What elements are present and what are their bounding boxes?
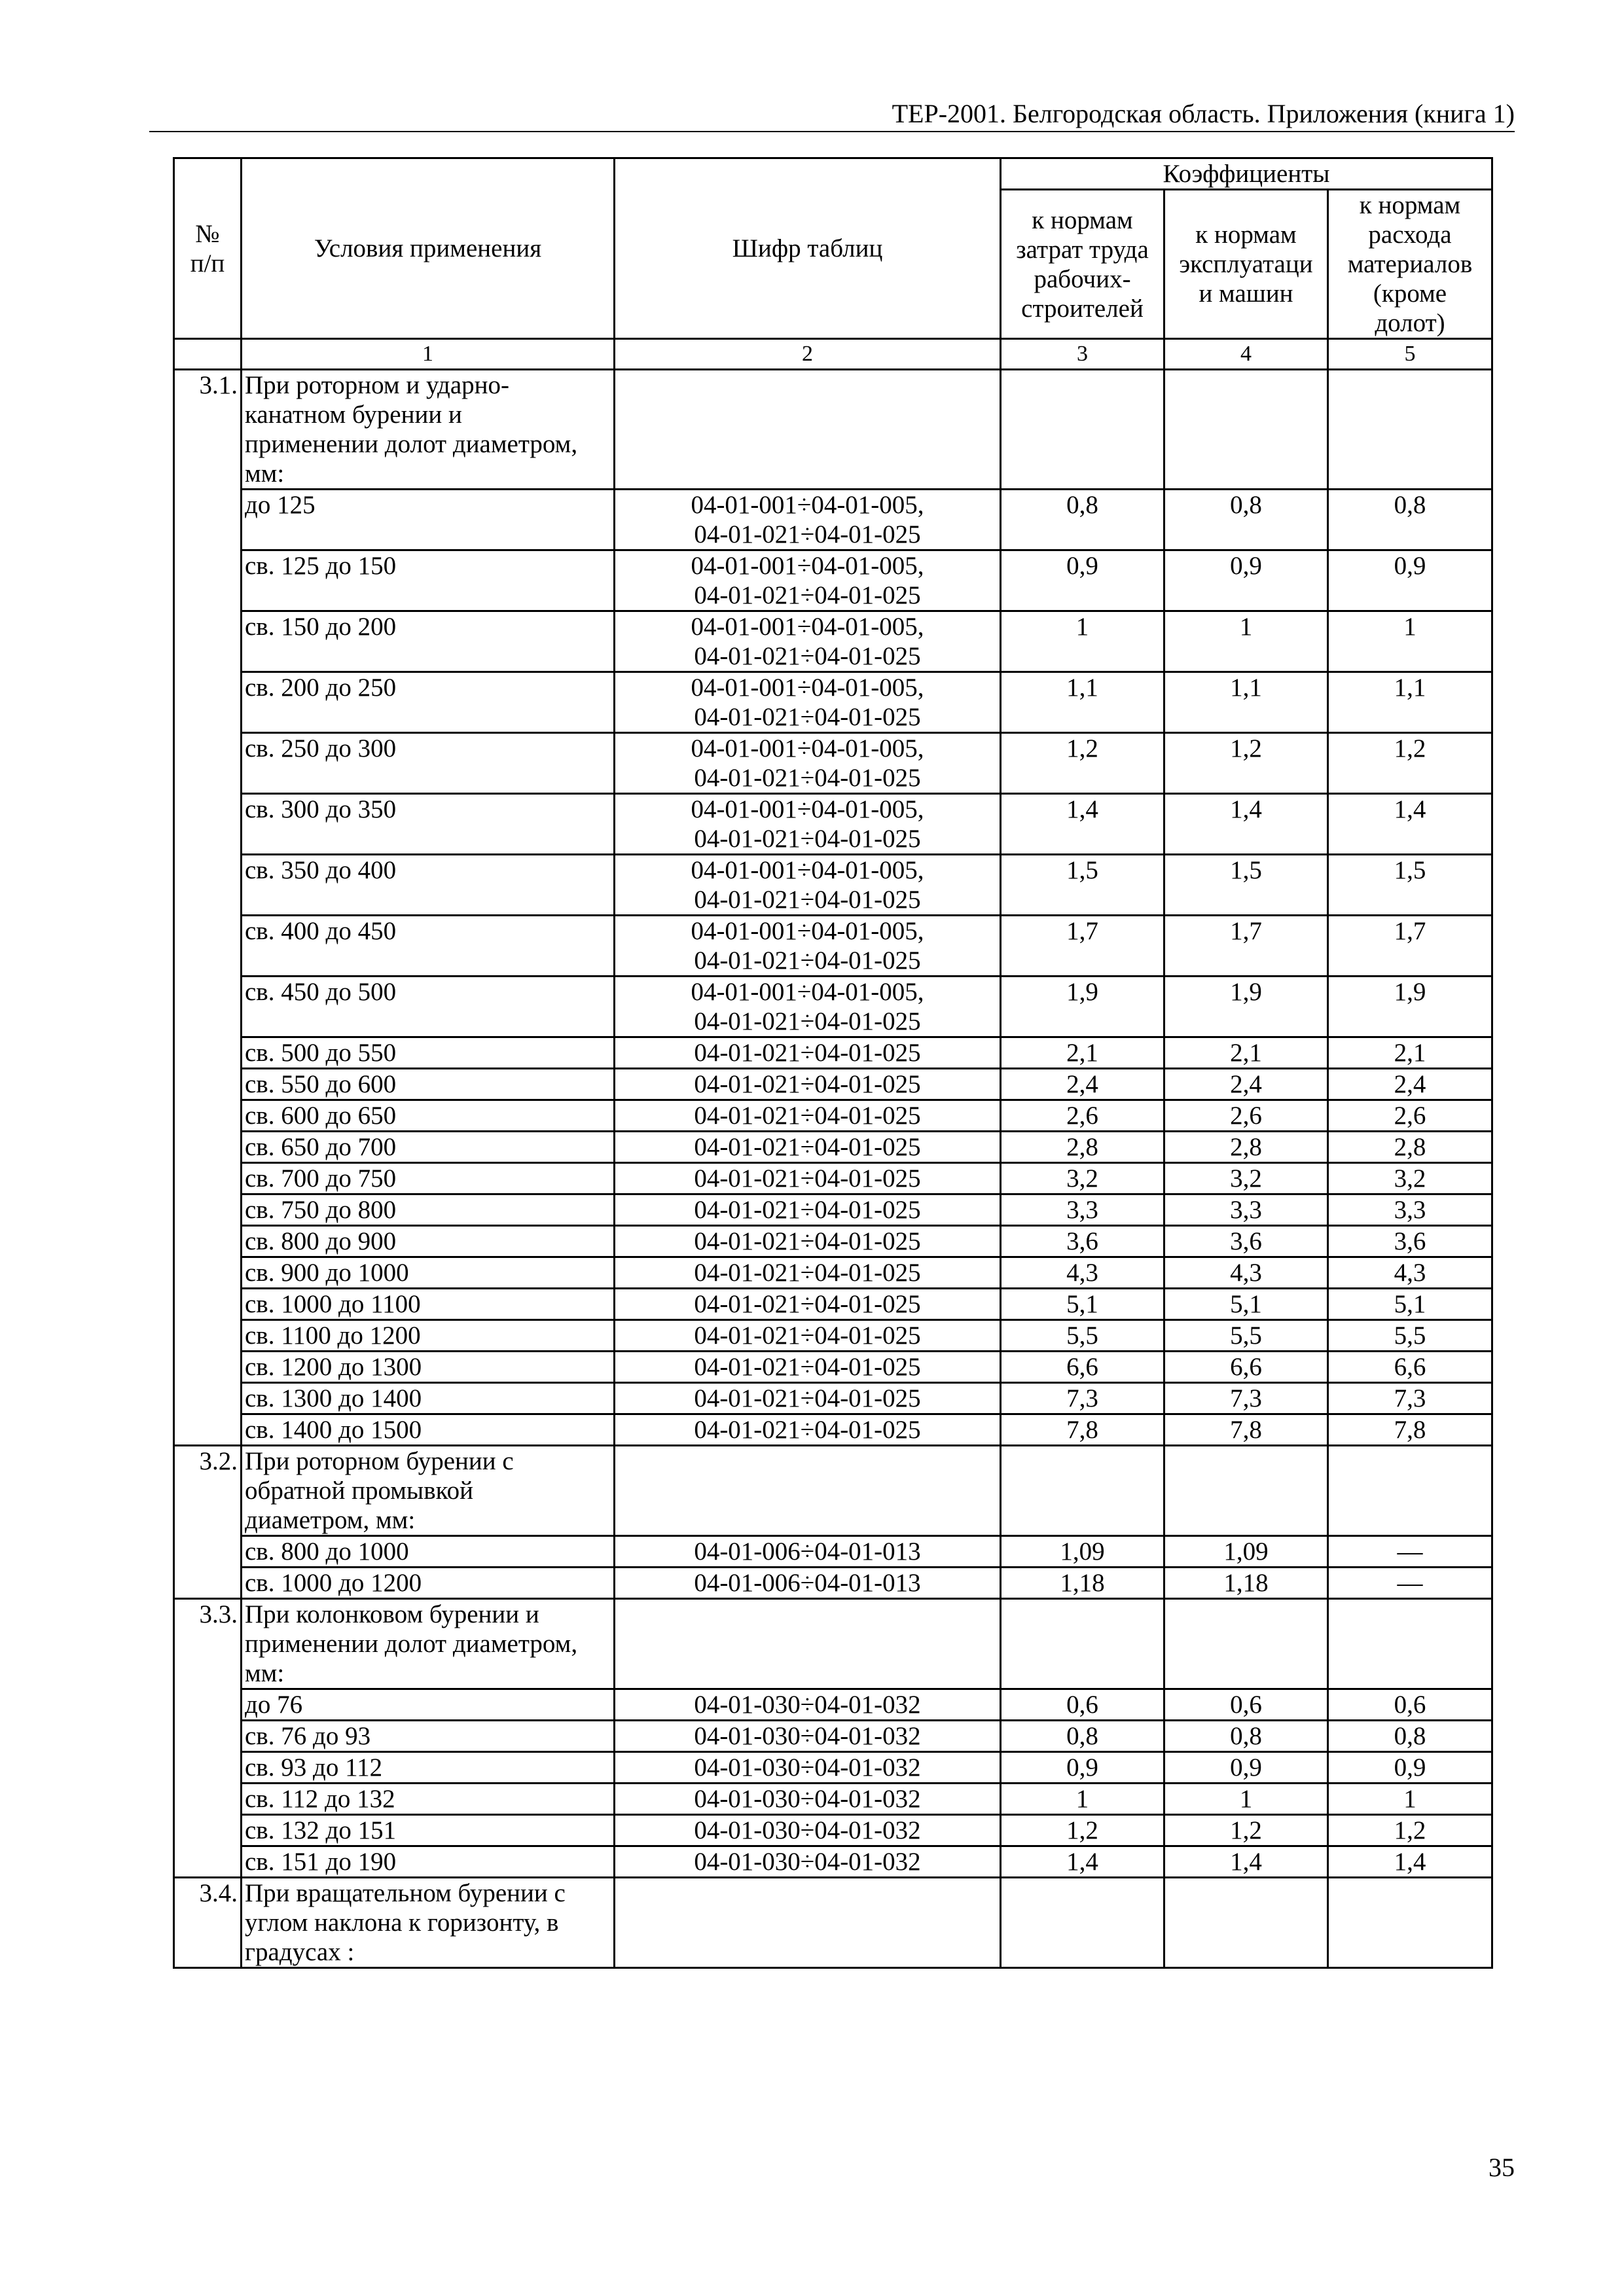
code-cell: 04-01-001÷04-01-005, 04-01-021÷04-01-025 bbox=[615, 611, 1001, 672]
table-row bbox=[174, 1536, 1492, 1568]
coef-labor-cell: 5,5 bbox=[1001, 1320, 1164, 1352]
coef-machines-cell: 1,2 bbox=[1164, 1815, 1328, 1846]
coef-labor-cell: 1,2 bbox=[1001, 733, 1164, 794]
table-row bbox=[174, 1352, 1492, 1383]
column-numbers-row bbox=[174, 339, 1492, 370]
condition-cell: св. 700 до 750 bbox=[242, 1163, 615, 1194]
table-row bbox=[174, 1226, 1492, 1257]
coef-machines-cell: 1,4 bbox=[1164, 1846, 1328, 1878]
coef-labor-cell: 7,3 bbox=[1001, 1383, 1164, 1414]
condition-cell: св. 125 до 150 bbox=[242, 550, 615, 611]
coef-labor-cell: 0,6 bbox=[1001, 1689, 1164, 1721]
coef-materials-cell: 3,3 bbox=[1328, 1194, 1492, 1226]
coef-labor-cell: 1,9 bbox=[1001, 977, 1164, 1037]
code-cell: 04-01-021÷04-01-025 bbox=[615, 1132, 1001, 1163]
table-row bbox=[174, 1689, 1492, 1721]
condition-cell: св. 400 до 450 bbox=[242, 916, 615, 977]
condition-cell: св. 550 до 600 bbox=[242, 1069, 615, 1100]
condition-cell: св. 200 до 250 bbox=[242, 672, 615, 733]
header-row bbox=[174, 158, 1492, 190]
coef-labor-cell: 1,2 bbox=[1001, 1815, 1164, 1846]
coef-labor-cell: 1,4 bbox=[1001, 794, 1164, 855]
coef-machines-cell: 3,2 bbox=[1164, 1163, 1328, 1194]
coef-labor-cell: 2,6 bbox=[1001, 1100, 1164, 1132]
coef-labor-cell: 1,09 bbox=[1001, 1536, 1164, 1568]
table-row bbox=[174, 916, 1492, 977]
coef-labor-cell: 3,2 bbox=[1001, 1163, 1164, 1194]
empty-cell bbox=[1001, 1878, 1164, 1968]
condition-cell: св. 93 до 112 bbox=[242, 1752, 615, 1784]
coef-machines-cell: 5,1 bbox=[1164, 1289, 1328, 1320]
section-number: 3.2. bbox=[174, 1446, 242, 1599]
table-row bbox=[174, 855, 1492, 916]
coef-labor-cell: 0,8 bbox=[1001, 1721, 1164, 1752]
coef-materials-cell: 0,8 bbox=[1328, 490, 1492, 550]
table-row bbox=[174, 611, 1492, 672]
coef-materials-cell: 1,2 bbox=[1328, 733, 1492, 794]
table-row bbox=[174, 1132, 1492, 1163]
table-row bbox=[174, 1289, 1492, 1320]
condition-cell: св. 800 до 1000 bbox=[242, 1536, 615, 1568]
coef-materials-cell: 7,8 bbox=[1328, 1414, 1492, 1446]
coef-labor-cell: 6,6 bbox=[1001, 1352, 1164, 1383]
code-cell: 04-01-030÷04-01-032 bbox=[615, 1815, 1001, 1846]
coef-labor-cell: 3,3 bbox=[1001, 1194, 1164, 1226]
table-row bbox=[174, 1100, 1492, 1132]
empty-cell bbox=[1001, 1599, 1164, 1689]
coef-machines-cell: 3,6 bbox=[1164, 1226, 1328, 1257]
table-body bbox=[174, 158, 1492, 1968]
code-cell: 04-01-021÷04-01-025 bbox=[615, 1226, 1001, 1257]
coef-labor-cell: 5,1 bbox=[1001, 1289, 1164, 1320]
coef-materials-cell: — bbox=[1328, 1536, 1492, 1568]
code-cell: 04-01-021÷04-01-025 bbox=[615, 1352, 1001, 1383]
empty-cell bbox=[615, 1446, 1001, 1536]
coef-machines-cell: 2,1 bbox=[1164, 1037, 1328, 1069]
empty-cell bbox=[615, 1599, 1001, 1689]
empty-cell bbox=[1164, 1878, 1328, 1968]
condition-cell: до 76 bbox=[242, 1689, 615, 1721]
coef-machines-cell: 1,9 bbox=[1164, 977, 1328, 1037]
code-cell: 04-01-001÷04-01-005, 04-01-021÷04-01-025 bbox=[615, 794, 1001, 855]
section-title: При вращательном бурении с углом наклона к горизонту, в градусах : bbox=[242, 1878, 615, 1968]
code-cell: 04-01-030÷04-01-032 bbox=[615, 1784, 1001, 1815]
code-cell: 04-01-021÷04-01-025 bbox=[615, 1069, 1001, 1100]
coef-labor-cell: 1,5 bbox=[1001, 855, 1164, 916]
th-code: Шифр таблиц bbox=[615, 158, 1001, 339]
table-row bbox=[174, 733, 1492, 794]
coef-labor-cell: 1,18 bbox=[1001, 1568, 1164, 1599]
section-number: 3.1. bbox=[174, 370, 242, 1446]
coef-materials-cell: 5,5 bbox=[1328, 1320, 1492, 1352]
coef-labor-cell: 2,1 bbox=[1001, 1037, 1164, 1069]
condition-cell: св. 500 до 550 bbox=[242, 1037, 615, 1069]
table-row bbox=[174, 1568, 1492, 1599]
th-k3: к нормам расхода материалов (кроме долот) bbox=[1328, 190, 1492, 339]
empty-cell bbox=[1001, 370, 1164, 490]
coef-machines-cell: 0,9 bbox=[1164, 1752, 1328, 1784]
condition-cell: св. 76 до 93 bbox=[242, 1721, 615, 1752]
table-row bbox=[174, 1320, 1492, 1352]
condition-cell: до 125 bbox=[242, 490, 615, 550]
col-num: 4 bbox=[1164, 339, 1328, 370]
condition-cell: св. 900 до 1000 bbox=[242, 1257, 615, 1289]
col-num: 3 bbox=[1001, 339, 1164, 370]
coef-materials-cell: — bbox=[1328, 1568, 1492, 1599]
empty-cell bbox=[1328, 1446, 1492, 1536]
coef-machines-cell: 1 bbox=[1164, 611, 1328, 672]
condition-cell: св. 132 до 151 bbox=[242, 1815, 615, 1846]
page-header: ТЕР-2001. Белгородская область. Приложения (книга 1) bbox=[892, 99, 1515, 128]
section-title: При роторном и ударно- канатном бурении и применении долот диаметром, мм: bbox=[242, 370, 615, 490]
table-row bbox=[174, 1257, 1492, 1289]
coef-materials-cell: 2,1 bbox=[1328, 1037, 1492, 1069]
coef-machines-cell: 5,5 bbox=[1164, 1320, 1328, 1352]
coef-materials-cell: 0,9 bbox=[1328, 550, 1492, 611]
coef-labor-cell: 1,4 bbox=[1001, 1846, 1164, 1878]
condition-cell: св. 1000 до 1200 bbox=[242, 1568, 615, 1599]
coef-materials-cell: 5,1 bbox=[1328, 1289, 1492, 1320]
table-row bbox=[174, 1069, 1492, 1100]
condition-cell: св. 250 до 300 bbox=[242, 733, 615, 794]
code-cell: 04-01-006÷04-01-013 bbox=[615, 1536, 1001, 1568]
code-cell: 04-01-001÷04-01-005, 04-01-021÷04-01-025 bbox=[615, 733, 1001, 794]
coef-materials-cell: 1,4 bbox=[1328, 1846, 1492, 1878]
table-row bbox=[174, 794, 1492, 855]
coef-materials-cell: 4,3 bbox=[1328, 1257, 1492, 1289]
th-conditions: Условия применения bbox=[242, 158, 615, 339]
empty-cell bbox=[615, 370, 1001, 490]
code-cell: 04-01-021÷04-01-025 bbox=[615, 1194, 1001, 1226]
empty-cell bbox=[1001, 1446, 1164, 1536]
coef-machines-cell: 6,6 bbox=[1164, 1352, 1328, 1383]
coef-machines-cell: 2,8 bbox=[1164, 1132, 1328, 1163]
coef-materials-cell: 1,9 bbox=[1328, 977, 1492, 1037]
th-coeffs: Коэффициенты bbox=[1001, 158, 1492, 190]
condition-cell: св. 150 до 200 bbox=[242, 611, 615, 672]
coef-materials-cell: 1,5 bbox=[1328, 855, 1492, 916]
coef-machines-cell: 7,8 bbox=[1164, 1414, 1328, 1446]
table-row bbox=[174, 1414, 1492, 1446]
section-title-row bbox=[174, 1878, 1492, 1968]
section-title-row bbox=[174, 1446, 1492, 1536]
coef-machines-cell: 0,6 bbox=[1164, 1689, 1328, 1721]
coef-materials-cell: 7,3 bbox=[1328, 1383, 1492, 1414]
code-cell: 04-01-030÷04-01-032 bbox=[615, 1689, 1001, 1721]
coef-machines-cell: 3,3 bbox=[1164, 1194, 1328, 1226]
coef-machines-cell: 1,1 bbox=[1164, 672, 1328, 733]
condition-cell: св. 112 до 132 bbox=[242, 1784, 615, 1815]
condition-cell: св. 450 до 500 bbox=[242, 977, 615, 1037]
coef-machines-cell: 4,3 bbox=[1164, 1257, 1328, 1289]
empty-cell bbox=[1328, 1878, 1492, 1968]
code-cell: 04-01-030÷04-01-032 bbox=[615, 1721, 1001, 1752]
condition-cell: св. 300 до 350 bbox=[242, 794, 615, 855]
table-row bbox=[174, 1784, 1492, 1815]
coef-labor-cell: 0,9 bbox=[1001, 1752, 1164, 1784]
coef-labor-cell: 4,3 bbox=[1001, 1257, 1164, 1289]
coef-materials-cell: 0,8 bbox=[1328, 1721, 1492, 1752]
table-row bbox=[174, 1846, 1492, 1878]
code-cell: 04-01-021÷04-01-025 bbox=[615, 1100, 1001, 1132]
th-k1: к нормам затрат труда рабочих- строителей bbox=[1001, 190, 1164, 339]
coef-materials-cell: 1,1 bbox=[1328, 672, 1492, 733]
col-num-blank bbox=[174, 339, 242, 370]
coef-machines-cell: 1,5 bbox=[1164, 855, 1328, 916]
coef-labor-cell: 1 bbox=[1001, 611, 1164, 672]
condition-cell: св. 800 до 900 bbox=[242, 1226, 615, 1257]
code-cell: 04-01-001÷04-01-005, 04-01-021÷04-01-025 bbox=[615, 490, 1001, 550]
condition-cell: св. 151 до 190 bbox=[242, 1846, 615, 1878]
page-number: 35 bbox=[1489, 2153, 1515, 2182]
col-num: 5 bbox=[1328, 339, 1492, 370]
col-num: 2 bbox=[615, 339, 1001, 370]
coef-materials-cell: 1,7 bbox=[1328, 916, 1492, 977]
condition-cell: св. 750 до 800 bbox=[242, 1194, 615, 1226]
table-row bbox=[174, 672, 1492, 733]
coef-labor-cell: 1 bbox=[1001, 1784, 1164, 1815]
section-title-row bbox=[174, 1599, 1492, 1689]
code-cell: 04-01-021÷04-01-025 bbox=[615, 1320, 1001, 1352]
code-cell: 04-01-006÷04-01-013 bbox=[615, 1568, 1001, 1599]
coef-machines-cell: 0,8 bbox=[1164, 490, 1328, 550]
coef-machines-cell: 1,18 bbox=[1164, 1568, 1328, 1599]
coefficients-table bbox=[173, 157, 1493, 1969]
coef-materials-cell: 3,2 bbox=[1328, 1163, 1492, 1194]
condition-cell: св. 1300 до 1400 bbox=[242, 1383, 615, 1414]
empty-cell bbox=[1164, 1446, 1328, 1536]
table-row bbox=[174, 1383, 1492, 1414]
coef-machines-cell: 1,2 bbox=[1164, 733, 1328, 794]
coef-materials-cell: 3,6 bbox=[1328, 1226, 1492, 1257]
table-row bbox=[174, 550, 1492, 611]
code-cell: 04-01-021÷04-01-025 bbox=[615, 1037, 1001, 1069]
coef-machines-cell: 1,4 bbox=[1164, 794, 1328, 855]
empty-cell bbox=[1164, 1599, 1328, 1689]
coef-materials-cell: 0,9 bbox=[1328, 1752, 1492, 1784]
table-row bbox=[174, 1163, 1492, 1194]
table-row bbox=[174, 977, 1492, 1037]
coef-materials-cell: 2,6 bbox=[1328, 1100, 1492, 1132]
condition-cell: св. 600 до 650 bbox=[242, 1100, 615, 1132]
code-cell: 04-01-021÷04-01-025 bbox=[615, 1289, 1001, 1320]
condition-cell: св. 1200 до 1300 bbox=[242, 1352, 615, 1383]
empty-cell bbox=[1328, 370, 1492, 490]
coef-materials-cell: 1 bbox=[1328, 1784, 1492, 1815]
code-cell: 04-01-021÷04-01-025 bbox=[615, 1414, 1001, 1446]
col-num: 1 bbox=[242, 339, 615, 370]
condition-cell: св. 1400 до 1500 bbox=[242, 1414, 615, 1446]
coef-materials-cell: 1,4 bbox=[1328, 794, 1492, 855]
empty-cell bbox=[615, 1878, 1001, 1968]
coef-labor-cell: 0,8 bbox=[1001, 490, 1164, 550]
coef-labor-cell: 3,6 bbox=[1001, 1226, 1164, 1257]
code-cell: 04-01-001÷04-01-005, 04-01-021÷04-01-025 bbox=[615, 916, 1001, 977]
coef-materials-cell: 6,6 bbox=[1328, 1352, 1492, 1383]
coef-materials-cell: 2,4 bbox=[1328, 1069, 1492, 1100]
code-cell: 04-01-021÷04-01-025 bbox=[615, 1383, 1001, 1414]
coef-machines-cell: 0,8 bbox=[1164, 1721, 1328, 1752]
coef-machines-cell: 2,6 bbox=[1164, 1100, 1328, 1132]
th-num: № п/п bbox=[174, 158, 242, 339]
section-title: При колонковом бурении и применении долот диаметром, мм: bbox=[242, 1599, 615, 1689]
coef-labor-cell: 0,9 bbox=[1001, 550, 1164, 611]
code-cell: 04-01-001÷04-01-005, 04-01-021÷04-01-025 bbox=[615, 672, 1001, 733]
coef-labor-cell: 2,4 bbox=[1001, 1069, 1164, 1100]
code-cell: 04-01-030÷04-01-032 bbox=[615, 1752, 1001, 1784]
section-title-row bbox=[174, 370, 1492, 490]
coef-machines-cell: 1,7 bbox=[1164, 916, 1328, 977]
table-row bbox=[174, 1194, 1492, 1226]
section-title: При роторном бурении с обратной промывкой диаметром, мм: bbox=[242, 1446, 615, 1536]
code-cell: 04-01-001÷04-01-005, 04-01-021÷04-01-025 bbox=[615, 550, 1001, 611]
coef-materials-cell: 1 bbox=[1328, 611, 1492, 672]
coef-machines-cell: 2,4 bbox=[1164, 1069, 1328, 1100]
code-cell: 04-01-001÷04-01-005, 04-01-021÷04-01-025 bbox=[615, 977, 1001, 1037]
section-number: 3.4. bbox=[174, 1878, 242, 1968]
table-row bbox=[174, 1752, 1492, 1784]
coef-machines-cell: 7,3 bbox=[1164, 1383, 1328, 1414]
table-row bbox=[174, 1721, 1492, 1752]
coef-labor-cell: 2,8 bbox=[1001, 1132, 1164, 1163]
condition-cell: св. 350 до 400 bbox=[242, 855, 615, 916]
table-row bbox=[174, 1815, 1492, 1846]
coef-machines-cell: 0,9 bbox=[1164, 550, 1328, 611]
condition-cell: св. 1100 до 1200 bbox=[242, 1320, 615, 1352]
coef-materials-cell: 0,6 bbox=[1328, 1689, 1492, 1721]
condition-cell: св. 1000 до 1100 bbox=[242, 1289, 615, 1320]
empty-cell bbox=[1164, 370, 1328, 490]
condition-cell: св. 650 до 700 bbox=[242, 1132, 615, 1163]
code-cell: 04-01-001÷04-01-005, 04-01-021÷04-01-025 bbox=[615, 855, 1001, 916]
header-rule bbox=[149, 131, 1515, 132]
coef-machines-cell: 1 bbox=[1164, 1784, 1328, 1815]
coef-labor-cell: 7,8 bbox=[1001, 1414, 1164, 1446]
empty-cell bbox=[1328, 1599, 1492, 1689]
code-cell: 04-01-030÷04-01-032 bbox=[615, 1846, 1001, 1878]
coef-machines-cell: 1,09 bbox=[1164, 1536, 1328, 1568]
code-cell: 04-01-021÷04-01-025 bbox=[615, 1163, 1001, 1194]
coef-materials-cell: 1,2 bbox=[1328, 1815, 1492, 1846]
th-k2: к нормам эксплуатаци и машин bbox=[1164, 190, 1328, 339]
coef-materials-cell: 2,8 bbox=[1328, 1132, 1492, 1163]
section-number: 3.3. bbox=[174, 1599, 242, 1878]
table-row bbox=[174, 1037, 1492, 1069]
code-cell: 04-01-021÷04-01-025 bbox=[615, 1257, 1001, 1289]
coef-labor-cell: 1,7 bbox=[1001, 916, 1164, 977]
table-row bbox=[174, 490, 1492, 550]
coef-labor-cell: 1,1 bbox=[1001, 672, 1164, 733]
